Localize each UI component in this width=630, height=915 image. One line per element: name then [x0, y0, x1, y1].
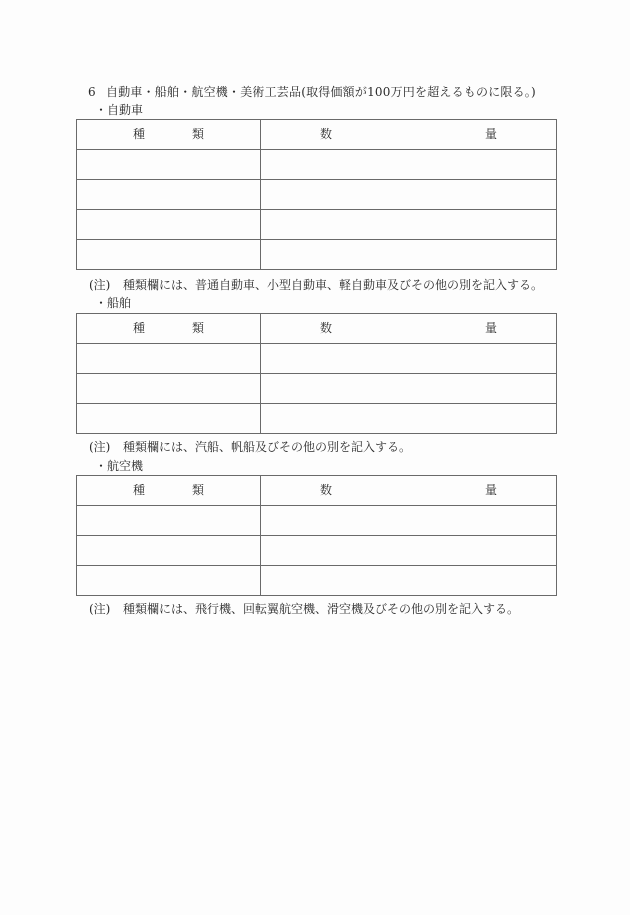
quantity-cell[interactable]	[261, 374, 557, 404]
quantity-cell[interactable]	[261, 404, 557, 434]
quantity-cell[interactable]	[261, 210, 557, 240]
kind-cell[interactable]	[77, 210, 261, 240]
quantity-header: 数 量	[261, 476, 557, 506]
note-aircraft	[89, 601, 519, 617]
table-header-row	[77, 120, 557, 150]
kind-cell[interactable]	[77, 566, 261, 596]
table-row	[77, 374, 557, 404]
table-header-row	[77, 476, 557, 506]
note-automobile	[89, 277, 543, 293]
section-title: 自動車・船舶・航空機・美術工芸品(取得価額が100万円を超えるものに限る。)	[106, 85, 536, 99]
kind-cell[interactable]	[77, 374, 261, 404]
note-text: 種類欄には、飛行機、回転翼航空機、滑空機及びその他の別を記入する。	[123, 602, 520, 616]
table-row	[77, 566, 557, 596]
table-row	[77, 240, 557, 270]
quantity-cell[interactable]	[261, 536, 557, 566]
note-text: 種類欄には、普通自動車、小型自動車、軽自動車及びその他の別を記入する。	[123, 278, 544, 292]
kind-header: 種 類	[77, 314, 261, 344]
quantity-cell[interactable]	[261, 506, 557, 536]
note-tag: (注)	[89, 602, 111, 616]
kind-cell[interactable]	[77, 180, 261, 210]
table-row	[77, 210, 557, 240]
table-row	[77, 536, 557, 566]
table-header-row	[77, 314, 557, 344]
note-ship	[89, 439, 411, 455]
kind-cell[interactable]	[77, 404, 261, 434]
kind-cell[interactable]	[77, 344, 261, 374]
table-row	[77, 344, 557, 374]
note-tag: (注)	[89, 440, 111, 454]
note-tag: (注)	[89, 278, 111, 292]
section-heading	[88, 84, 536, 100]
kind-cell[interactable]	[77, 536, 261, 566]
quantity-cell[interactable]	[261, 150, 557, 180]
quantity-header: 数 量	[261, 314, 557, 344]
aircraft-table	[76, 475, 557, 596]
section-number: 6	[88, 85, 96, 99]
quantity-cell[interactable]	[261, 240, 557, 270]
quantity-cell[interactable]	[261, 344, 557, 374]
subheading-automobile: ・自動車	[95, 103, 144, 117]
quantity-cell[interactable]	[261, 566, 557, 596]
kind-header: 種 類	[77, 476, 261, 506]
kind-header: 種 類	[77, 120, 261, 150]
subheading-ship: ・船舶	[95, 296, 132, 310]
quantity-cell[interactable]	[261, 180, 557, 210]
ship-table	[76, 313, 557, 434]
kind-cell[interactable]	[77, 150, 261, 180]
quantity-header: 数 量	[261, 120, 557, 150]
kind-cell[interactable]	[77, 506, 261, 536]
automobile-table	[76, 119, 557, 270]
table-row	[77, 180, 557, 210]
table-row	[77, 404, 557, 434]
table-row	[77, 506, 557, 536]
kind-cell[interactable]	[77, 240, 261, 270]
table-row	[77, 150, 557, 180]
subheading-aircraft: ・航空機	[95, 459, 144, 473]
note-text: 種類欄には、汽船、帆船及びその他の別を記入する。	[123, 440, 412, 454]
